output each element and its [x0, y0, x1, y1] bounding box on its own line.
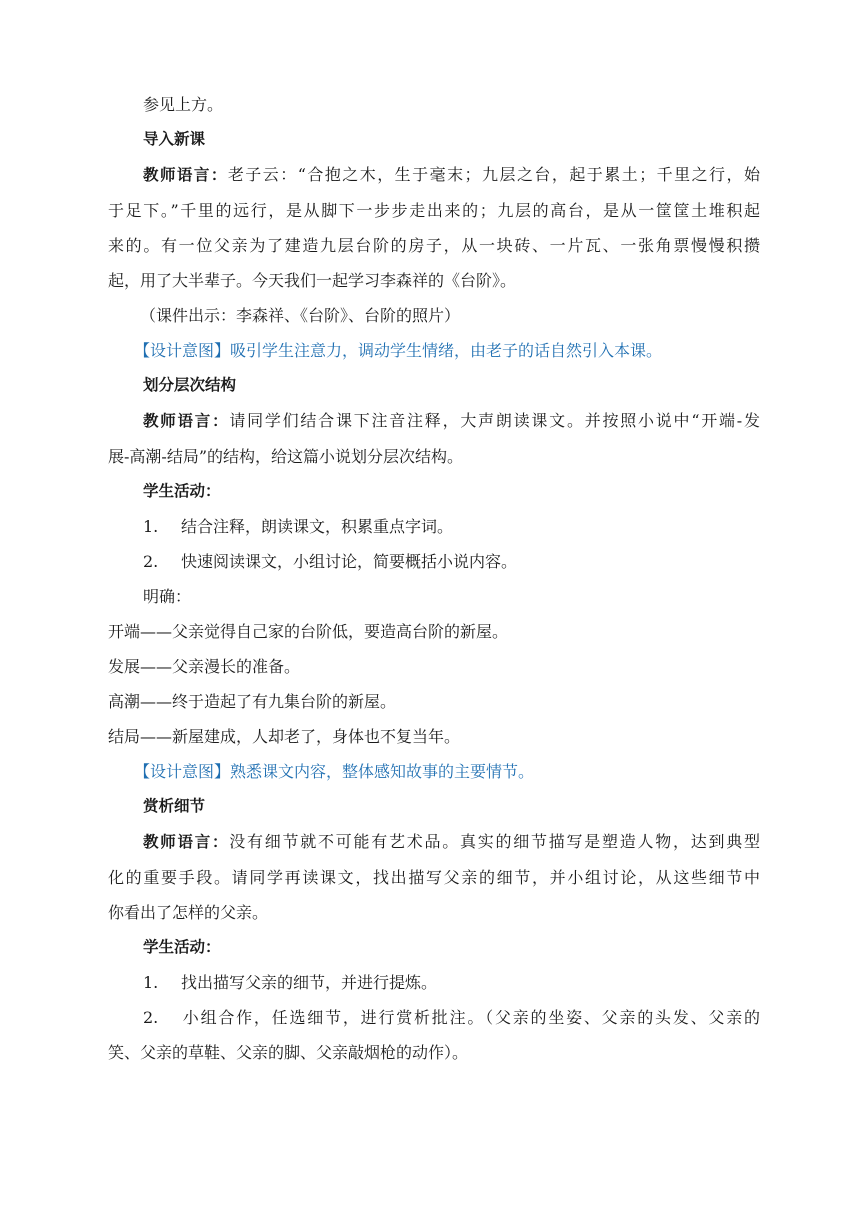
structure-paragraph-line: 展-高潮-结局”的结构，给这篇小说划分层次结构。	[108, 447, 463, 466]
clarify-label: 明确：	[143, 587, 192, 606]
list-item	[108, 509, 760, 544]
student-activity-label: 学生活动：	[143, 482, 221, 500]
design-intent-2	[108, 754, 760, 789]
details-text: 没有细节就不可能有艺术品。真实的细节描写是塑造人物，达到典型	[229, 832, 760, 851]
teacher-language-label: 教师语言：	[143, 833, 230, 851]
list-text: 找出描写父亲的细节，并进行提炼。	[181, 973, 438, 992]
details-paragraph-line: 你看出了怎样的父亲。	[108, 903, 269, 922]
structure-paragraph-line	[108, 403, 760, 439]
list-item-continuation: 笑、父亲的草鞋、父亲的脚、父亲敲烟枪的动作）。	[108, 1043, 469, 1062]
plot-item: 高潮——终于造起了有九集台阶的新屋。	[108, 692, 397, 711]
details-paragraph-line	[108, 824, 760, 860]
design-intent-text: 熟悉课文内容，整体感知故事的主要情节。	[230, 762, 535, 781]
teacher-language-label: 教师语言：	[143, 412, 230, 430]
intro-text: 老子云：“合抱之木，生于毫末；九层之台，起于累土；千里之行，始	[227, 165, 760, 184]
intro-paragraph-line: 于足下。”千里的远行，是从脚下一步步走出来的；九层的高台，是从一筐筐土堆积起	[108, 201, 760, 220]
list-number: 2.	[143, 552, 159, 571]
list-text: 结合注释，朗读课文，积累重点字词。	[181, 517, 454, 536]
design-intent-label: 【设计意图】	[134, 762, 231, 781]
structure-text: 请同学们结合课下注音注释，大声朗读课文。并按照小说中“开端-发	[229, 411, 760, 430]
teacher-language-label: 教师语言：	[143, 166, 228, 184]
list-text: 快速阅读课文，小组讨论，简要概括小说内容。	[181, 552, 518, 571]
details-paragraph-line: 化的重要手段。请同学再读课文，找出描写父亲的细节，并小组讨论，从这些细节中	[108, 868, 760, 887]
design-intent-label: 【设计意图】	[134, 341, 231, 360]
intro-paragraph-line: 来的。有一位父亲为了建造九层台阶的房子，从一块砖、一片瓦、一张角票慢慢积攒	[108, 236, 760, 255]
intro-paragraph-line: 起，用了大半辈子。今天我们一起学习李森祥的《台阶》。	[108, 271, 517, 290]
list-item	[108, 965, 760, 1000]
see-above-text: 参见上方。	[143, 95, 224, 114]
courseware-note: （课件出示：李森祥、《台阶》、台阶的照片）	[140, 306, 461, 325]
plot-item: 开端——父亲觉得自己家的台阶低，要造高台阶的新屋。	[108, 622, 509, 641]
design-intent-1	[108, 333, 760, 368]
plot-item: 结局——新屋建成，人却老了，身体也不复当年。	[108, 727, 461, 746]
section-heading-details: 赏析细节	[143, 797, 206, 815]
list-number: 1.	[143, 517, 159, 536]
plot-item: 发展——父亲漫长的准备。	[108, 657, 301, 676]
section-heading-structure: 划分层次结构	[143, 376, 237, 394]
list-number: 1.	[143, 973, 159, 992]
intro-paragraph-line	[108, 157, 760, 193]
list-number: 2.	[143, 1008, 159, 1027]
list-item	[108, 1000, 760, 1035]
design-intent-text: 吸引学生注意力，调动学生情绪，由老子的话自然引入本课。	[230, 341, 663, 360]
list-item	[108, 544, 760, 579]
section-heading-intro: 导入新课	[143, 130, 206, 148]
student-activity-label: 学生活动：	[143, 938, 221, 956]
list-text: 小组合作，任选细节，进行赏析批注。（父亲的坐姿、父亲的头发、父亲的	[181, 1008, 760, 1027]
